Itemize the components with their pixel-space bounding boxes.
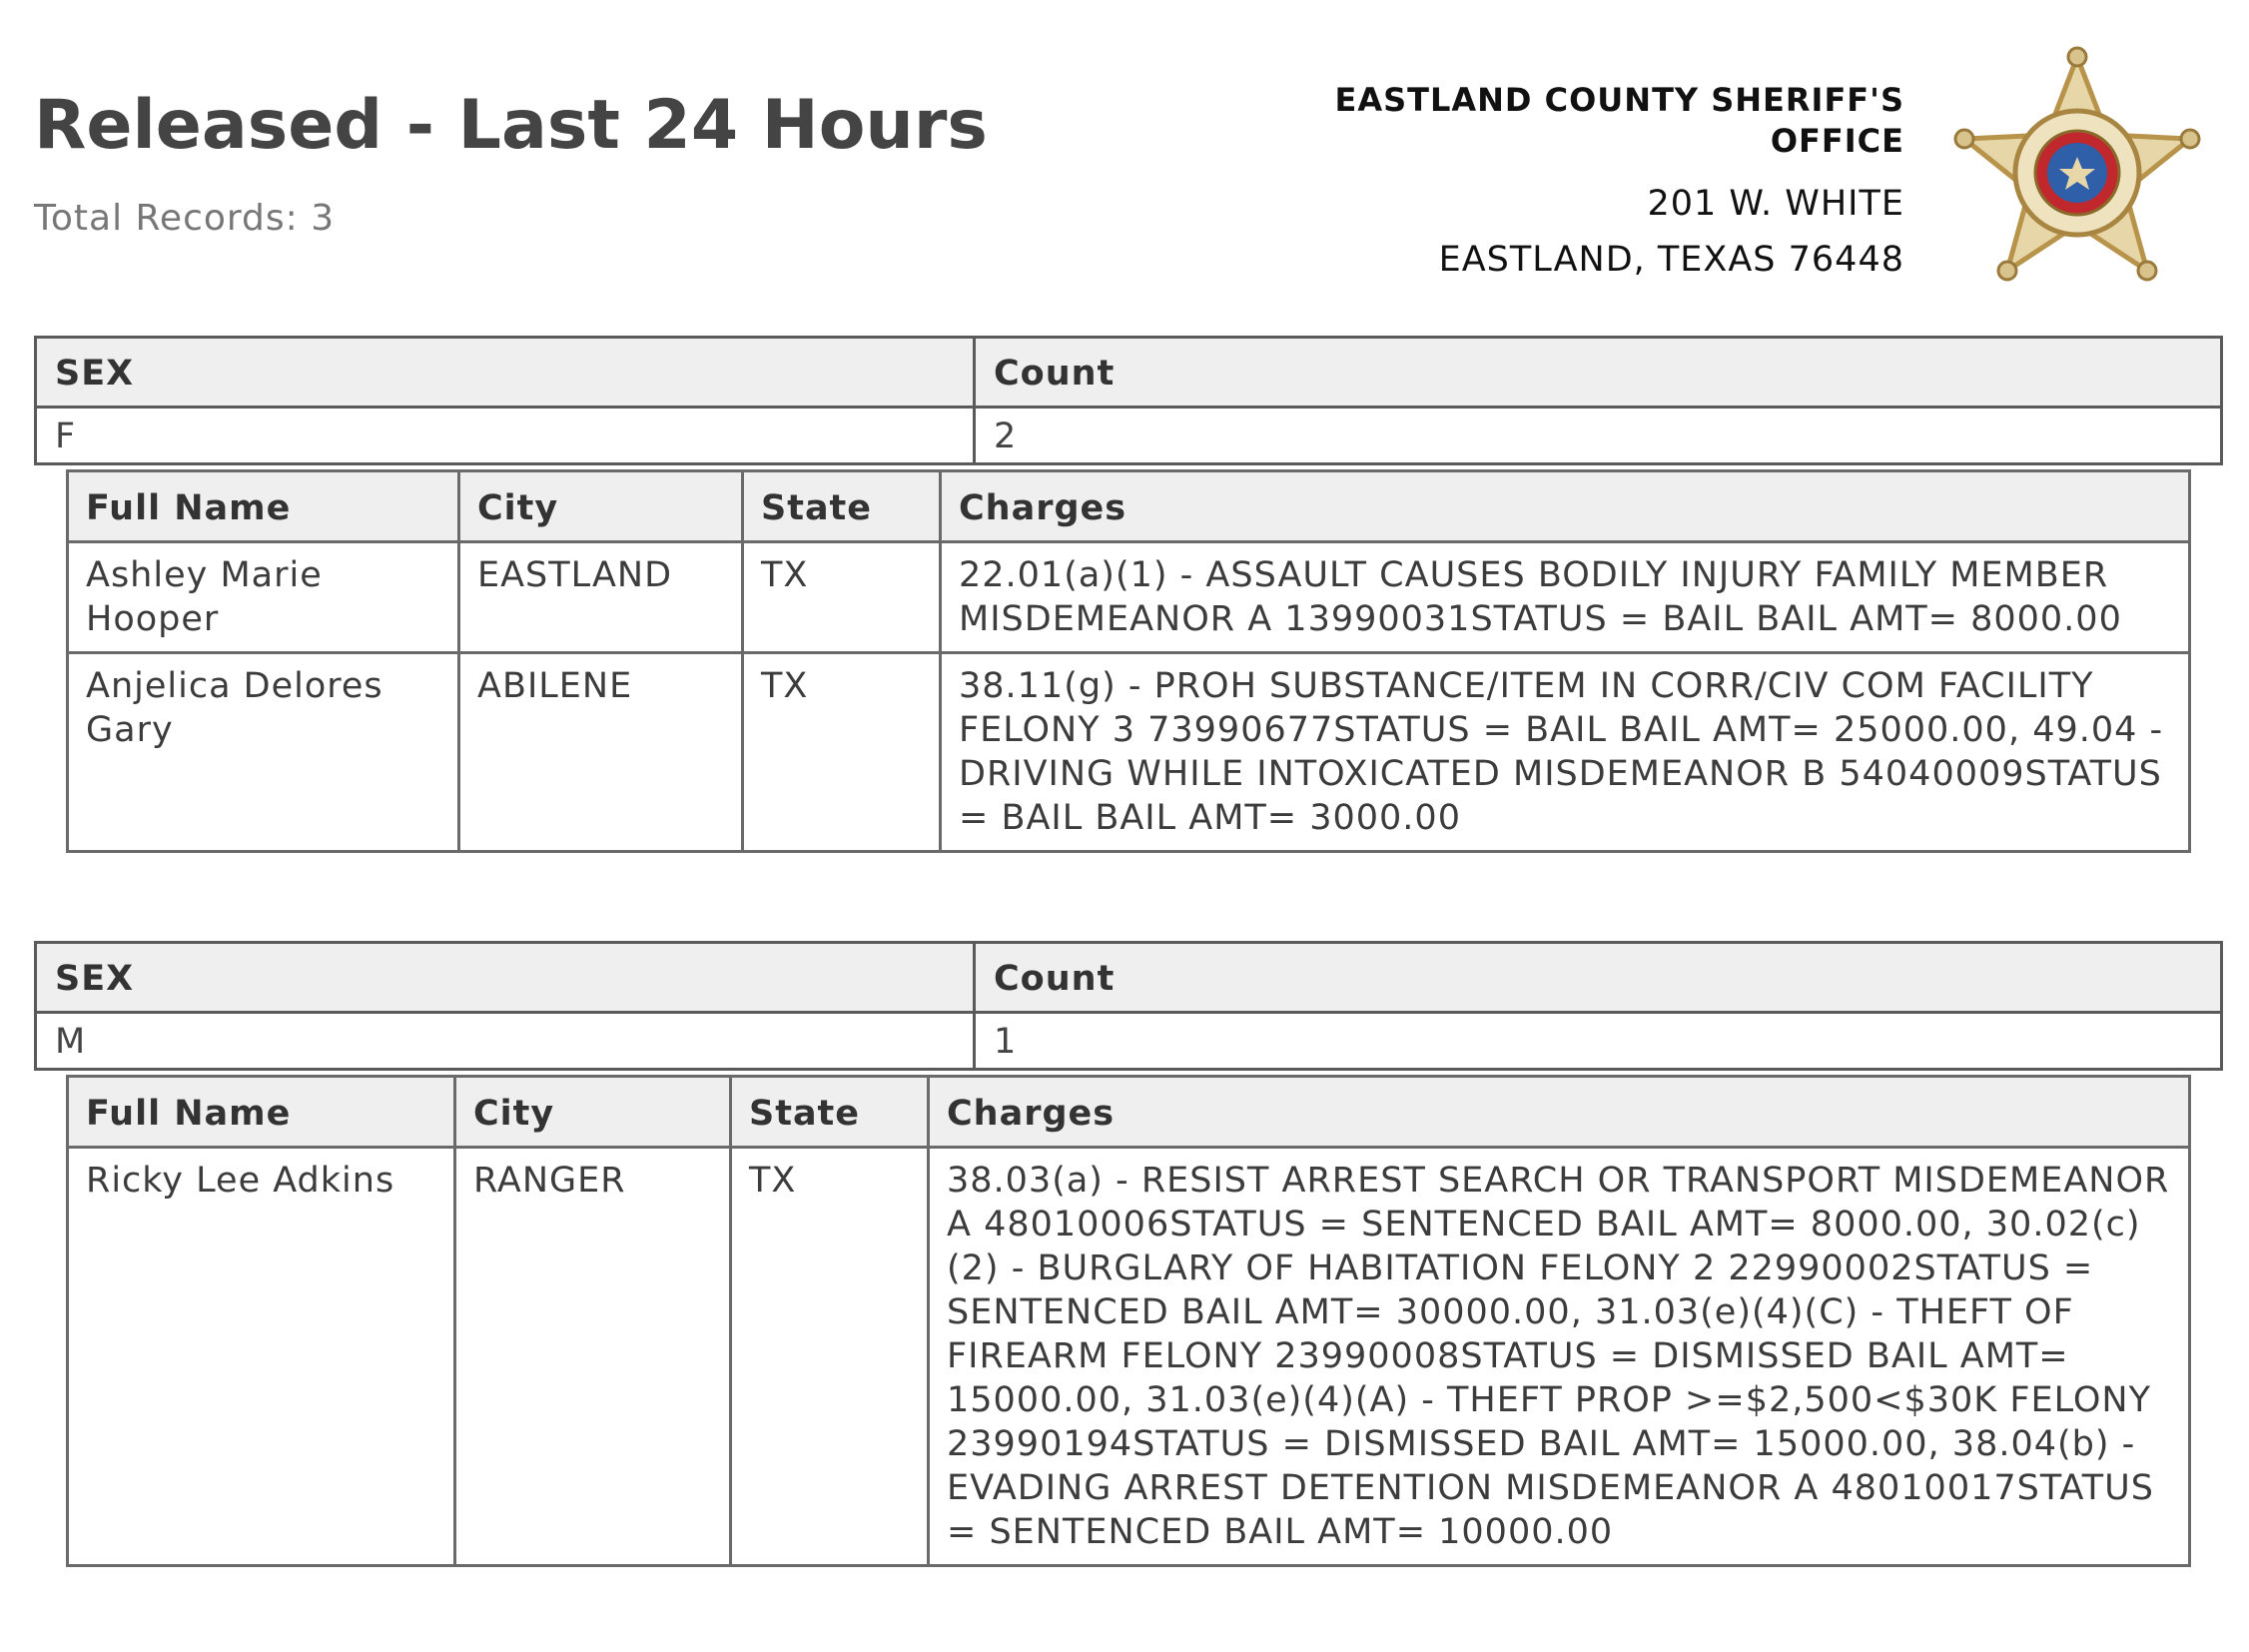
count-value: 1 (994, 1022, 1017, 1062)
charges-cell: 38.11(g) - PROH SUBSTANCE/ITEM IN CORR/CIV COM FACILITY FELONY 3 73990677STATUS = BAIL BAIL AMT= 25000.00, 49.04 - DRIVING WHILE INTOXICATED MISDEMEANOR B 54040009STATUS = BAIL BAIL AMT= 3000.00 (941, 653, 2190, 852)
table-row (68, 1148, 2190, 1566)
sex-value: F (37, 409, 976, 462)
agency-address-line2: EASTLAND, TEXAS 76448 (1438, 240, 1904, 280)
table-row (68, 653, 2190, 852)
city-column-header: City (459, 471, 743, 542)
full-name-cell: Ricky Lee Adkins (68, 1148, 455, 1566)
sex-group-f (34, 336, 2223, 465)
records-table-m (66, 1075, 2191, 1567)
agency-name-line2: OFFICE (1770, 122, 1904, 160)
city-cell: EASTLAND (459, 542, 743, 653)
charges-column-header: Charges (929, 1077, 2190, 1148)
city-cell: RANGER (455, 1148, 731, 1566)
full-name-column-header: Full Name (68, 1077, 455, 1148)
charges-cell: 38.03(a) - RESIST ARREST SEARCH OR TRANSPORT MISDEMEANOR A 48010006STATUS = SENTENCED BAIL AMT= 8000.00, 30.02(c)(2) - BURGLARY OF HABITATION FELONY 2 22990002STATUS = SENTENCED BAIL AMT= 30000.00, 31.03(e)(4)(C) - THEFT OF FIREARM FELONY 23990008STATUS = DISMISSED BAIL AMT= 15000.00, 31.03(e)(4)(A) - THEFT PROP >=$2,500<$30K FELONY 23990194STATUS = DISMISSED BAIL AMT= 15000.00, 38.04(b) - EVADING ARREST DETENTION MISDEMEANOR A 48010017STATUS = SENTENCED BAIL AMT= 10000.00 (929, 1148, 2190, 1566)
records-header-row (68, 471, 2190, 542)
sex-column-header: SEX (37, 339, 976, 406)
records-header-row (68, 1077, 2190, 1148)
count-value: 2 (994, 416, 1017, 456)
city-column-header: City (455, 1077, 731, 1148)
records-table-f (66, 469, 2191, 853)
sex-value: M (37, 1014, 976, 1068)
state-column-header: State (731, 1077, 929, 1148)
table-row (68, 542, 2190, 653)
state-cell: TX (743, 653, 941, 852)
agency-block (1145, 80, 1904, 288)
charges-cell: 22.01(a)(1) - ASSAULT CAUSES BODILY INJURY FAMILY MEMBER MISDEMEANOR A 13990031STATUS = BAIL BAIL AMT= 8000.00 (941, 542, 2190, 653)
report-title: Released - Last 24 Hours (34, 86, 988, 165)
state-cell: TX (743, 542, 941, 653)
group-data-row (37, 1014, 2220, 1068)
group-header-row (37, 944, 2220, 1014)
full-name-cell: Anjelica Delores Gary (68, 653, 459, 852)
city-cell: ABILENE (459, 653, 743, 852)
sheriff-star-badge-icon (1932, 30, 2222, 305)
sex-group-m (34, 941, 2223, 1071)
count-column-header: Count (994, 354, 1116, 394)
state-column-header: State (743, 471, 941, 542)
full-name-cell: Ashley Marie Hooper (68, 542, 459, 653)
total-records: Total Records: 3 (34, 198, 336, 239)
count-column-header: Count (994, 959, 1116, 999)
group-data-row (37, 409, 2220, 462)
agency-address-line1: 201 W. WHITE (1647, 184, 1904, 224)
state-cell: TX (731, 1148, 929, 1566)
charges-column-header: Charges (941, 471, 2190, 542)
group-header-row (37, 339, 2220, 409)
agency-name-line1: EASTLAND COUNTY SHERIFF'S (1334, 81, 1904, 119)
sex-column-header: SEX (37, 944, 976, 1011)
full-name-column-header: Full Name (68, 471, 459, 542)
